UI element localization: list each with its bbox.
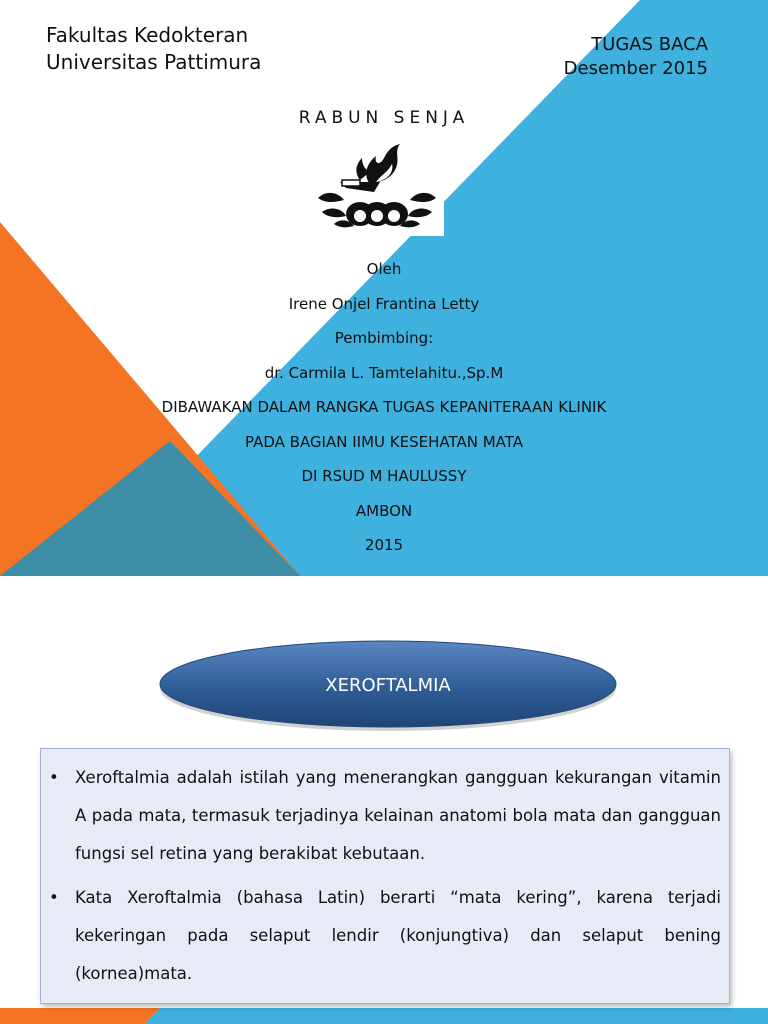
section-heading: XEROFTALMIA — [325, 675, 451, 696]
heading-ellipse — [156, 638, 620, 734]
line-year: 2015 — [364, 536, 404, 554]
assignment-header — [564, 33, 708, 81]
line-author: Irene Onjel Frantina Letty — [288, 294, 480, 313]
bullet-item-2: • Kata Xeroftalmia (bahasa Latin) berarti “mata kering”, karena terjadi kekeringan pada selaput lendir (konjungtiva) dan selaput bening (kornea)mata. — [75, 879, 721, 993]
institution-line-2: Universitas Pattimura — [46, 50, 262, 74]
line-supervisor: dr. Carmila L. Tamtelahitu.,Sp.M — [264, 363, 504, 382]
torch-emblem-icon — [310, 136, 444, 236]
assignment-type: TUGAS BACA — [591, 34, 708, 55]
line-hospital: DI RSUD M HAULUSSY — [301, 467, 467, 485]
author-info — [0, 258, 768, 569]
bottom-blue-strip — [145, 1008, 768, 1024]
institution-header — [46, 22, 261, 76]
line-oleh: Oleh — [366, 260, 402, 278]
line-supervisor-label: Pembimbing: — [334, 329, 434, 347]
assignment-date: Desember 2015 — [563, 58, 708, 79]
institution-line-1: Fakultas Kedokteran — [46, 23, 249, 47]
line-purpose-1: DIBAWAKAN DALAM RANGKA TUGAS KEPANITERAAN KLINIK — [161, 398, 607, 416]
bullet-list — [41, 749, 729, 993]
bullet-item-1: • Xeroftalmia adalah istilah yang menerangkan gangguan kekurangan vitamin A pada mata, termasuk terjadinya kelainan anatomi bola mata dan gangguan fungsi sel retina yang berakibat kebutaan. — [75, 759, 721, 873]
line-purpose-2: PADA BAGIAN IIMU KESEHATAN MATA — [244, 432, 524, 451]
line-city: AMBON — [355, 501, 413, 520]
bottom-orange-strip — [0, 1008, 160, 1024]
slide-title: RABUN SENJA — [298, 108, 470, 128]
content-slide — [0, 576, 768, 1024]
definition-box — [40, 748, 730, 1004]
